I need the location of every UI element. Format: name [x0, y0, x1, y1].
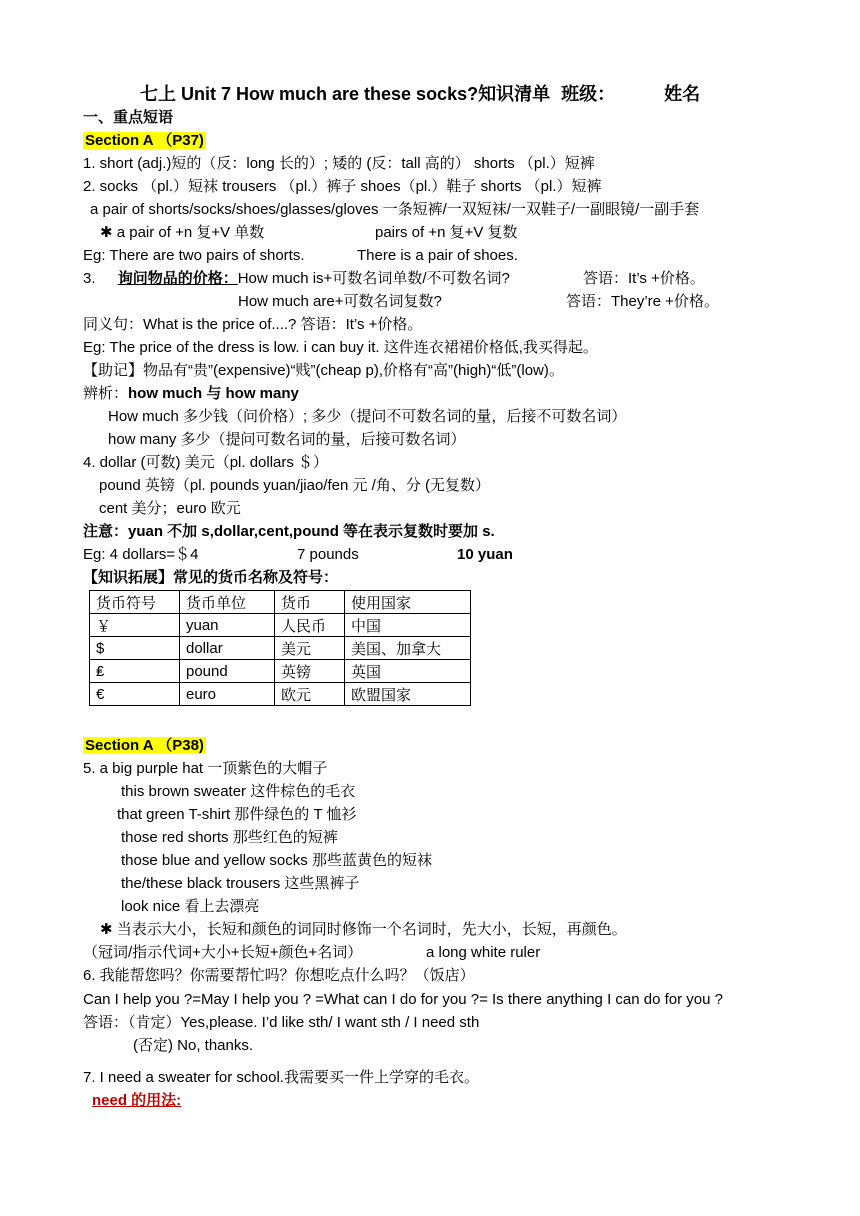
phrase-green-tshirt: that green T-shirt 那件绿色的 T 恤衫	[117, 806, 357, 823]
distinguish-heading: 辨析：how much 与 how many	[83, 385, 299, 402]
table-cell: yuan	[180, 614, 275, 637]
how-much-definition: How much 多少钱（问价格）; 多少（提问不可数名词的量，后接不可数名词）	[108, 408, 627, 425]
table-header-cell: 货币	[275, 591, 345, 614]
table-row	[90, 683, 471, 706]
note-a-pair-of: ✱ a pair of +n 复+V 单数	[100, 224, 265, 241]
synonym-sentence: 同义句：What is the price of....? 答语：It’s +价格。	[83, 316, 423, 333]
example-a-pair: There is a pair of shoes.	[357, 247, 518, 264]
example-dress-price: Eg: The price of the dress is low. i can buy it. 这件连衣裙裙价格低,我买得起。	[83, 339, 598, 356]
table-header-row	[90, 591, 471, 614]
table-cell: 美元	[275, 637, 345, 660]
table-cell: ₤	[90, 660, 180, 683]
phrase-2-clothes: 2. socks （pl.）短袜 trousers （pl.）裤子 shoes（pl.）鞋子 shorts （pl.）短裤	[83, 178, 602, 195]
table-cell: 美国、加拿大	[345, 637, 471, 660]
can-i-help-you-variants: Can I help you ?=May I help you ? =What can I do for you ?= Is there anything I can do for you ?	[83, 991, 723, 1008]
table-row	[90, 614, 471, 637]
table-cell: 欧盟国家	[345, 683, 471, 706]
phrase-a-pair-of: a pair of shorts/socks/shoes/glasses/gloves 一条短裤/一双短袜/一双鞋子/一副眼镜/一副手套	[90, 201, 700, 218]
table-cell: 英镑	[275, 660, 345, 683]
answer-negative: (否定) No, thanks.	[133, 1037, 254, 1054]
table-cell: 英国	[345, 660, 471, 683]
phrase-black-trousers: the/these black trousers 这些黑裤子	[121, 875, 360, 892]
phrase-4-dollar: 4. dollar (可数) 美元（pl. dollars ＄）	[83, 454, 329, 471]
table-cell: 中国	[345, 614, 471, 637]
example-7-pounds: 7 pounds	[297, 546, 359, 563]
heading-key-phrases: 一、重点短语	[83, 109, 174, 126]
table-cell: 欧元	[275, 683, 345, 706]
knowledge-extension-heading: 【知识拓展】常见的货币名称及符号：	[83, 569, 339, 586]
plural-attention-note: 注意：yuan 不加 s,dollar,cent,pound 等在表示复数时要加 s.	[83, 523, 495, 540]
class-label: 班级：	[561, 84, 616, 104]
phrase-brown-sweater: this brown sweater 这件棕色的毛衣	[121, 783, 356, 800]
phrase-1-short: 1. short (adj.)短的（反：long 长的）; 矮的 (反：tall 高的） shorts （pl.）短裤	[83, 155, 595, 172]
answer-theyre-price: 答语：They’re +价格。	[566, 293, 719, 310]
adjective-order-rule: ✱ 当表示大小，长短和颜色的词同时修饰一个名词时，先大小，长短，再颜色。	[100, 921, 627, 938]
table-header-cell: 使用国家	[345, 591, 471, 614]
title-text: 七上 Unit 7 How much are these socks?知识清单	[140, 84, 551, 104]
cent-euro-note: cent 美分；euro 欧元	[99, 500, 241, 517]
example-long-white-ruler: a long white ruler	[426, 944, 541, 961]
how-much-are: How much are+可数名词复数?	[238, 293, 442, 310]
section-a-p38-heading: Section A （P38)	[85, 737, 204, 754]
example-10-yuan: 10 yuan	[457, 546, 513, 563]
table-row	[90, 660, 471, 683]
table-cell: €	[90, 683, 180, 706]
phrase-3-asking-price: 3. 询问物品的价格：How much is+可数名词单数/不可数名词?	[83, 270, 510, 287]
table-cell: 人民币	[275, 614, 345, 637]
example-4-dollars: Eg: 4 dollars=＄4	[83, 546, 199, 563]
table-cell: euro	[180, 683, 275, 706]
pound-note: pound 英镑（pl. pounds yuan/jiao/fen 元 /角、分 (无复数）	[99, 477, 490, 494]
phrase-5-purple-hat: 5. a big purple hat 一顶紫色的大帽子	[83, 760, 328, 777]
phrase-look-nice: look nice 看上去漂亮	[121, 898, 260, 915]
adjective-order-formula: （冠词/指示代词+大小+长短+颜色+名词）	[83, 944, 363, 961]
need-usage-heading: need 的用法:	[92, 1092, 182, 1109]
note-pairs-of: pairs of +n 复+V 复数	[375, 224, 518, 241]
table-cell: dollar	[180, 637, 275, 660]
answer-its-price: 答语：It’s +价格。	[583, 270, 705, 287]
table-header-cell: 货币单位	[180, 591, 275, 614]
currency-table	[89, 590, 471, 706]
phrase-blue-yellow-socks: those blue and yellow socks 那些蓝黄色的短袜	[121, 852, 432, 869]
section-a-p37-heading: Section A （P37)	[85, 132, 204, 149]
table-cell: ￥	[90, 614, 180, 637]
phrase-red-shorts: those red shorts 那些红色的短裤	[121, 829, 338, 846]
table-header-cell: 货币符号	[90, 591, 180, 614]
table-cell: $	[90, 637, 180, 660]
phrase-6-offer-help: 6. 我能帮您吗？你需要帮忙吗？你想吃点什么吗？（饭店）	[83, 967, 475, 984]
answer-positive: 答语：（肯定）Yes,please. I’d like sth/ I want sth / I need sth	[83, 1014, 480, 1031]
phrase-7-need-sweater: 7. I need a sweater for school.我需要买一件上学穿的毛衣。	[83, 1069, 479, 1086]
how-many-definition: how many 多少（提问可数名词的量，后接可数名词）	[108, 431, 466, 448]
table-cell: pound	[180, 660, 275, 683]
name-label: 姓名	[664, 84, 701, 104]
document-title	[140, 82, 700, 106]
example-two-pairs: Eg: There are two pairs of shorts.	[83, 247, 305, 264]
mnemonic-note: 【助记】物品有“贵”(expensive)“贱”(cheap p),价格有“高”(high)“低”(low)。	[83, 362, 564, 379]
table-row	[90, 637, 471, 660]
